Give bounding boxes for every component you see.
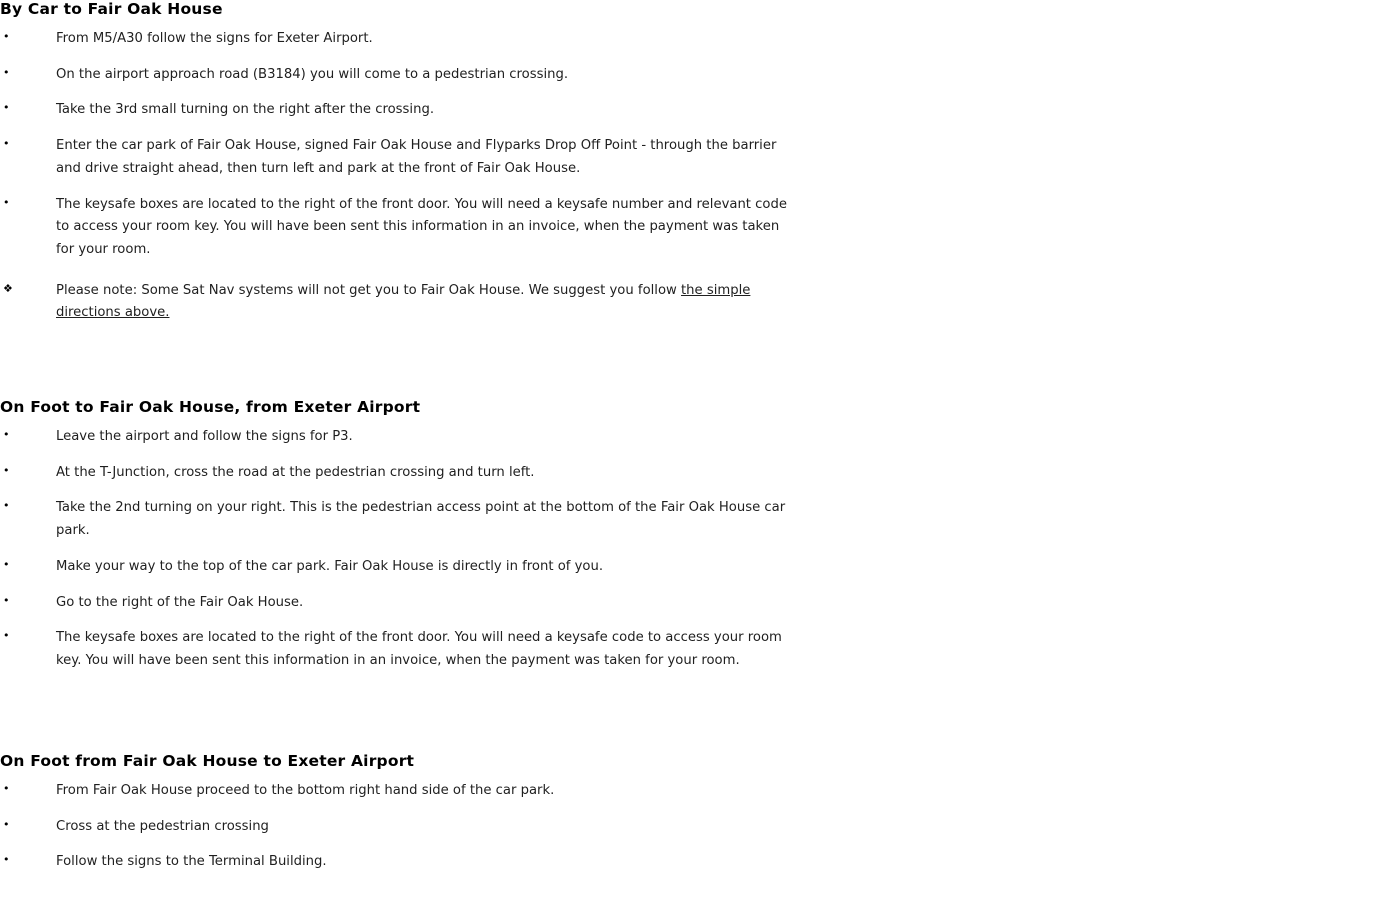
list-item-text: Go to the right of the Fair Oak House. — [56, 594, 304, 610]
bullet-icon: • — [3, 65, 10, 79]
list-item — [0, 194, 790, 262]
list-item-text: At the T-Junction, cross the road at the pedestrian crossing and turn left. — [56, 464, 535, 480]
bullet-icon: • — [3, 782, 10, 795]
bullet-icon: • — [3, 30, 10, 43]
section-by-car — [0, 0, 790, 338]
bullet-list-on-foot-from — [0, 780, 790, 874]
bullet-icon: • — [3, 629, 10, 643]
bullet-icon: • — [3, 817, 10, 831]
list-item-text: Make your way to the top of the car park. Fair Oak House is directly in front of you. — [56, 558, 604, 574]
list-item-text: Take the 2nd turning on your right. This is the pedestrian access point at the bottom of the Fair Oak House car park. — [56, 500, 786, 539]
diamond-bullet-icon: ❖ — [3, 281, 13, 295]
list-item-text: The keysafe boxes are located to the right of the front door. You will need a keysafe code to access your room key. You will have been sent this information in an invoice, when the payment was taken for your room. — [56, 630, 782, 668]
section-heading-on-foot-from: On Foot from Fair Oak House to Exeter Airport — [0, 752, 415, 770]
bullet-list-by-car — [0, 28, 790, 325]
bullet-icon: • — [3, 593, 10, 607]
bullet-icon: • — [3, 557, 10, 571]
list-item — [0, 426, 790, 449]
list-item — [0, 497, 790, 542]
section-on-foot-from — [0, 752, 790, 887]
section-heading-on-foot-to: On Foot to Fair Oak House, from Exeter Airport — [0, 398, 421, 416]
bullet-icon: • — [3, 195, 10, 209]
list-item-text: Follow the signs to the Terminal Building. — [56, 854, 327, 870]
bullet-icon: • — [3, 428, 10, 441]
list-item-text: From M5/A30 follow the signs for Exeter Airport. — [56, 31, 373, 46]
note-text-underlined: the simple directions above. — [56, 282, 751, 321]
note-text: Please note: Some Sat Nav systems will not get you to Fair Oak House. We suggest you follow — [56, 282, 682, 298]
list-item — [0, 816, 790, 839]
list-item — [0, 135, 790, 180]
list-item-text: Enter the car park of Fair Oak House, signed Fair Oak House and Flyparks Drop Off Point - through the barrier and drive straight ahead, then turn left and park at the front of Fair Oak House. — [56, 138, 777, 176]
bullet-list-on-foot-to — [0, 426, 790, 673]
list-item — [0, 780, 790, 803]
list-item — [0, 99, 790, 122]
list-item-text: Cross at the pedestrian crossing — [56, 818, 269, 834]
bullet-icon: • — [3, 499, 10, 513]
list-item — [0, 627, 790, 672]
section-on-foot-to — [0, 398, 790, 686]
list-item — [0, 28, 790, 51]
bullet-icon: • — [3, 853, 10, 867]
list-item-text: Take the 3rd small turning on the right after the crossing. — [56, 102, 435, 118]
bullet-icon: • — [3, 463, 10, 477]
list-item-text: The keysafe boxes are located to the right of the front door. You will need a keysafe number and relevant code to access your room key. You will have been sent this information in an invoice, when the payment was taken for your room. — [56, 196, 787, 257]
list-item-text: Leave the airport and follow the signs for P3. — [56, 429, 353, 444]
list-item — [0, 64, 790, 87]
note-item — [0, 280, 790, 325]
section-heading-by-car: By Car to Fair Oak House — [0, 0, 223, 18]
list-item — [0, 851, 790, 874]
bullet-icon: • — [3, 101, 10, 115]
bullet-icon: • — [3, 137, 10, 151]
list-item — [0, 592, 790, 615]
list-item-text: On the airport approach road (B3184) you will come to a pedestrian crossing. — [56, 66, 569, 82]
list-item-text: From Fair Oak House proceed to the bottom right hand side of the car park. — [56, 783, 555, 798]
list-item — [0, 556, 790, 579]
list-item — [0, 462, 790, 485]
